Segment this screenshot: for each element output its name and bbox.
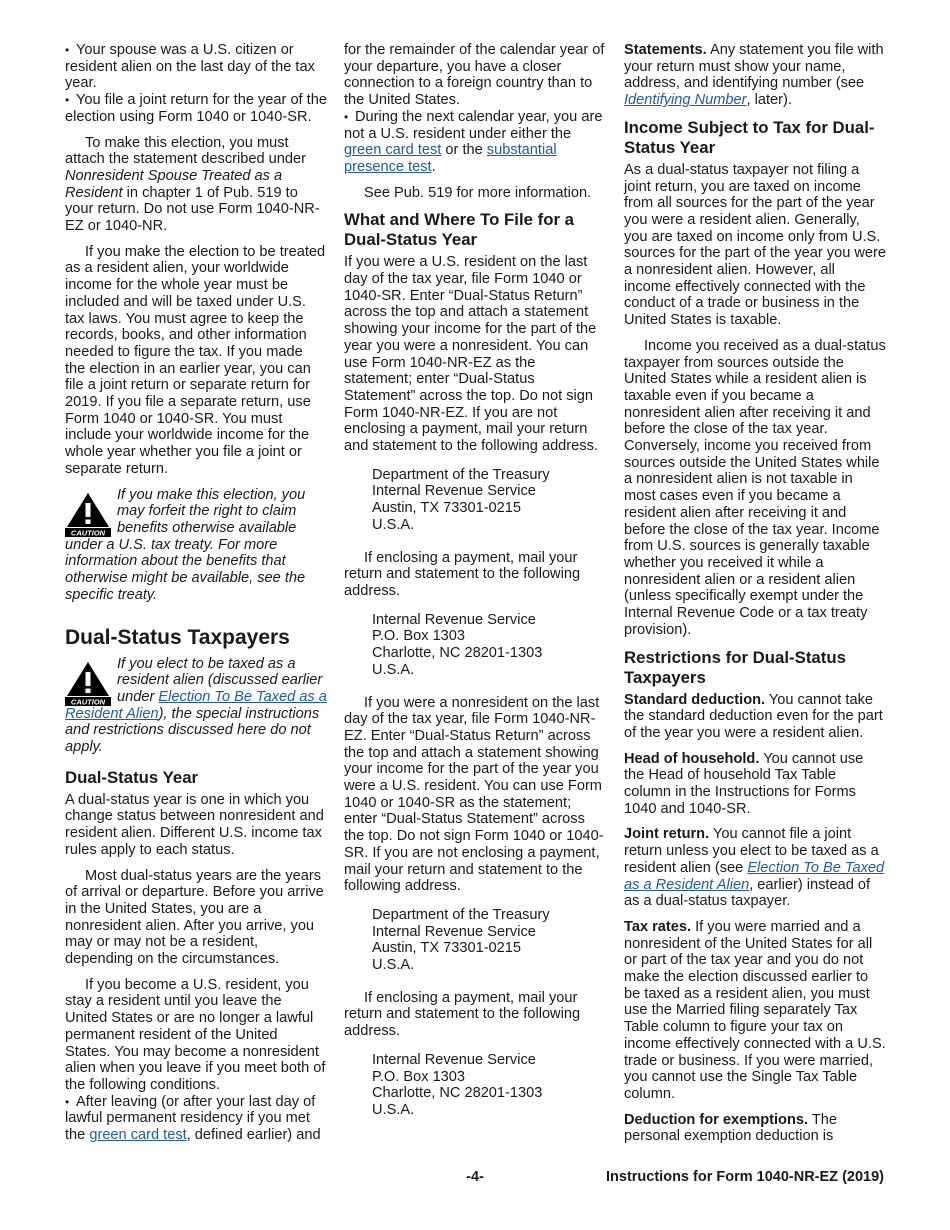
paragraph-nonresident-last-day: If you were a nonresident on the last day of the tax year, file Form 1040-NR-EZ. Enter “Dual-Status Return” across the top and attach a statement showing your income for the part of the year you were a U.S. resident. You can use Form 1040 or 1040-SR as the statement; enter “Dual-Status Statement” across the top. Do not sign Form 1040 or 1040-SR. If you are not enclosing a payment, mail your return and statement to the following address. [344,694,604,895]
bullet-next-calendar-year: • During the next calendar year, you are not a U.S. resident under either the green card test or the substantial presence test. [344,109,606,176]
link-green-card-test[interactable]: green card test [344,142,442,159]
paragraph-worldwide-income: If you make the election to be treated as a resident alien, your worldwide income for the whole year must be included and will be taxed under U.S. tax laws. You must agree to keep the records, books, and other information needed to figure the tax. If you made the election in an earlier year, you can file a joint return or separate return for 2019. If you file a separate return, use Form 1040 or 1040-SR. You must include your worldwide income for the whole year whether you file a joint or separate return. [65,243,326,477]
bullet-spouse-citizen: • Your spouse was a U.S. citizen or resident alien on the last day of the tax year. [65,42,327,92]
caution-icon [65,491,111,537]
svg-text:CAUTION: CAUTION [70,697,106,706]
heading-income-subject-to-tax: Income Subject to Tax for Dual-Status Year [624,117,875,157]
heading-restrictions: Restrictions for Dual-Status Taxpayers [624,647,846,687]
page-number: -4- [466,1169,484,1185]
paragraph-enclosing-payment-2: If enclosing a payment, mail your return and statement to the following address. [344,989,581,1040]
svg-text:CAUTION: CAUTION [70,528,106,537]
link-green-card-test[interactable]: green card test [89,1127,187,1144]
heading-what-where-to-file: What and Where To File for a Dual-Status Year [344,210,574,250]
bullet-after-leaving: • After leaving (or after your last day of lawful permanent residency if you met the green card test, defined earlier) and [65,1094,327,1144]
address-charlotte-1: Internal Revenue Service P.O. Box 1303 Charlotte, NC 28201-1303 U.S.A. [372,611,543,678]
paragraph-joint-return: Joint return. You cannot file a joint return unless you elect to be taxed as a resident alien (see Election To Be Taxed as a Resident Alien, earlier) instead of as a dual-status taxpayer. [624,826,885,910]
paragraph-standard-deduction: Standard deduction. You cannot take the standard deduction even for the part of the year you were a resident alien. [624,691,883,741]
link-election-resident-alien[interactable]: Election To Be Taxed as a Resident Alien [65,688,327,722]
link-election-resident-alien[interactable]: Election To Be Taxed as a Resident Alien [624,859,885,893]
paragraph-income-outside-us: Income you received as a dual-status taxpayer from sources outside the United States while a resident alien is taxable even if you became a nonresident alien after receiving it and before the close of the tax year. Conversely, income you received from sources outside the United States while a nonresident alien is not taxable in most cases even if you became a resident alien after receiving it and before the close of the tax year. Income from U.S. sources is generally taxable whether you received it while a nonresident alien or a resident alien (unless specifically exempt under the Internal Revenue Code or a tax treaty provision). [624,337,886,638]
paragraph-enclosing-payment-1: If enclosing a payment, mail your return and statement to the following address. [344,549,581,599]
paragraph-arrival-departure: Most dual-status years are the years of arrival or departure. Before you arrive in the United States, you are a nonresident alien. After you arrive, you may or may not be a resident, depending on the circumstances. [65,867,324,968]
caution-note-election: CAUTION If you elect to be taxed as a resident alien (discussed earlier under Election To Be Taxed as a Resident Alien), the special instructions and restrictions discussed here do not apply. [65,655,327,756]
caution-note-treaty: CAUTION If you make this election, you may forfeit the right to claim benefits otherwise available under a U.S. tax treaty. For more information about the benefits that otherwise might be available, see the specific treaty. [65,486,306,603]
paragraph-statements: Statements. Any statement you file with your return must show your name, address, and identifying number (see Identifying Number, later). [624,42,884,109]
column-3 [624,42,886,1154]
paragraph-resident-last-day: If you were a U.S. resident on the last day of the tax year, file Form 1040 or 1040-SR. Enter “Dual-Status Return” across the top and attach a statement showing your income for the part of the year you were a nonresident. You can use Form 1040-NR-EZ as the statement; enter “Dual-Status Statement” across the top. Do not sign Form 1040-NR-EZ. If you are not enclosing a payment, mail your return and statement to the following address. [344,254,598,455]
column-1 [65,42,327,1144]
paragraph-resident-until: If you become a U.S. resident, you stay a resident until you leave the United States or are no longer a lawful permanent resident of the United States. You may become a nonresident alien when you leave if you meet both of the following conditions. [65,976,326,1093]
paragraph-dual-status-definition: A dual-status year is one in which you change status between nonresident and resident alien. Different U.S. income tax rules apply to each status. [65,791,324,858]
caution-icon [65,660,111,706]
heading-dual-status-taxpayers: Dual-Status Taxpayers [65,625,290,649]
column-2 [344,42,606,1135]
address-austin-2: Department of the Treasury Internal Revenue Service Austin, TX 73301-0215 U.S.A. [372,906,550,974]
paragraph-see-pub-519: See Pub. 519 for more information. [364,184,592,201]
paragraph-income-sources: As a dual-status taxpayer not filing a joint return, you are taxed on income from all sources for the part of the year you were a resident alien. Generally, you are taxed on income only from U.S. sources for the part of the year you were a nonresident alien. However, all income effectively connected with the conduct of a trade or business in the United States is taxable. [624,161,887,329]
paragraph-election-statement: To make this election, you must attach the statement described under Nonresident Spouse Treated as a Resident in chapter 1 of Pub. 519 to your return. Do not use Form 1040-NR-EZ or 1040-NR. [65,134,320,235]
bullet-joint-return: • You file a joint return for the year of the election using Form 1040 or 1040-SR. [65,92,327,125]
footer-document-title: Instructions for Form 1040-NR-EZ (2019) [606,1169,884,1185]
address-charlotte-2: Internal Revenue Service P.O. Box 1303 Charlotte, NC 28201-1303 U.S.A. [372,1051,543,1118]
address-austin-1: Department of the Treasury Internal Revenue Service Austin, TX 73301-0215 U.S.A. [372,466,550,533]
heading-dual-status-year: Dual-Status Year [65,767,199,787]
paragraph-head-of-household: Head of household. You cannot use the Head of household Tax Table column in the Instructions for Forms 1040 and 1040-SR. [624,750,864,817]
link-identifying-number[interactable]: Identifying Number [624,92,747,109]
paragraph-tax-rates: Tax rates. If you were married and a nonresident of the United States for all or part of the tax year and you do not make the election discussed earlier to be taxed as a resident alien, you must use the Married filing separately Tax Table column to figure your tax on income effectively connected with a U.S. trade or business. If you were married, you cannot use the Single Tax Table column. [624,918,886,1102]
paragraph-deduction-exemptions: Deduction for exemptions. The personal exemption deduction is [624,1111,838,1145]
link-substantial-presence-test[interactable]: substantial presence test [344,142,557,175]
paragraph-closer-connection: for the remainder of the calendar year of your departure, you have a closer connection to a foreign country than to the United States. [344,42,605,109]
